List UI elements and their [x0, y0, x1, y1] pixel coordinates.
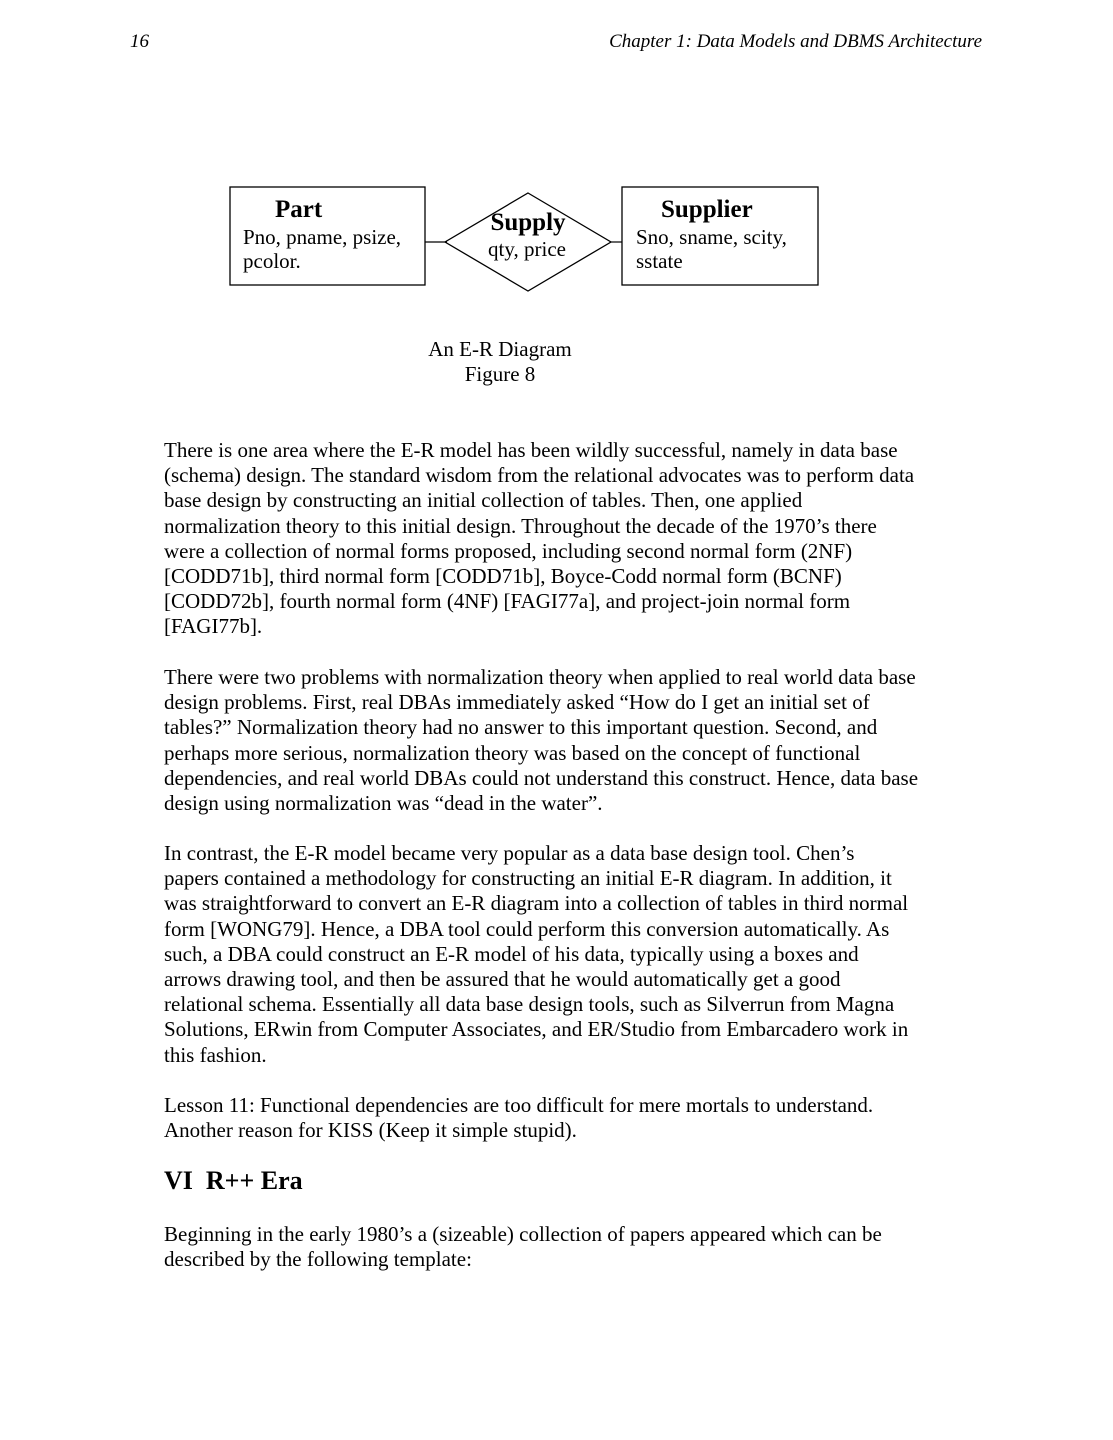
paragraph-normalization-problems: There were two problems with normalization theory when applied to real world data base design problems. First, real DBAs immediately asked “How do I get an initial set of tables?” Normalization theory had no answer to this important question. Second, and perhaps more serious, normalization theory was based on the concept of functional dependencies, and real world DBAs could not understand this construct. Hence, data base design using normalization was “dead in the water”. [164, 665, 919, 816]
part-entity-attributes-line2: pcolor. [243, 249, 301, 273]
supply-relationship [445, 193, 611, 291]
part-entity-title: Part [275, 196, 323, 223]
er-diagram [0, 0, 1113, 300]
paragraph-r-plus-plus-intro: Beginning in the early 1980’s a (sizeable) collection of papers appeared which can be described by the following template: [164, 1222, 882, 1272]
part-entity [230, 187, 425, 285]
figure-caption-number: Figure 8 [464, 362, 536, 386]
lesson-11: Lesson 11: Functional dependencies are too difficult for mere mortals to understand. Another reason for KISS (Keep it simple stupid). [164, 1093, 874, 1143]
supply-relationship-title: Supply [490, 209, 566, 236]
page-number: 16 [130, 31, 149, 52]
running-head: Chapter 1: Data Models and DBMS Architecture [609, 31, 982, 52]
supply-relationship-attributes: qty, price [488, 237, 566, 261]
paragraph-er-popular: In contrast, the E-R model became very popular as a data base design tool. Chen’s papers contained a methodology for constructing an initial E-R diagram. In addition, it was straightforward to convert an E-R diagram into a collection of tables in third normal form [WONG79]. Hence, a DBA tool could perform this conversion automatically. As such, a DBA could construct an E-R model of his data, typically using a boxes and arrows drawing tool, and then be assured that he would automatically get a good relational schema. Essentially all data base design tools, such as Silverrun from Magna Solutions, ERwin from Computer Associates, and ER/Studio from Embarcadero work in this fashion. [164, 841, 909, 1067]
figure-caption-title: An E-R Diagram [428, 337, 572, 361]
supplier-entity-attributes-line1: Sno, sname, scity, [636, 225, 787, 249]
part-entity-attributes-line1: Pno, pname, psize, [243, 225, 402, 249]
supplier-entity-title: Supplier [661, 196, 753, 223]
supplier-entity-attributes-line2: sstate [636, 249, 683, 273]
section-heading: VI R++ Era [164, 1166, 303, 1195]
supplier-entity [622, 187, 818, 285]
paragraph-er-success: There is one area where the E-R model has been wildly successful, namely in data base (schema) design. The standard wisdom from the relational advocates was to perform data base design by constructing an initial collection of tables. Then, one applied normalization theory to this initial design. Throughout the decade of the 1970’s there were a collection of normal forms proposed, including second normal form (2NF) [CODD71b], third normal form [CODD71b], Boyce-Codd normal form (BCNF) [CODD72b], fourth normal form (4NF) [FAGI77a], and project-join normal form [FAGI77b]. [164, 438, 915, 639]
